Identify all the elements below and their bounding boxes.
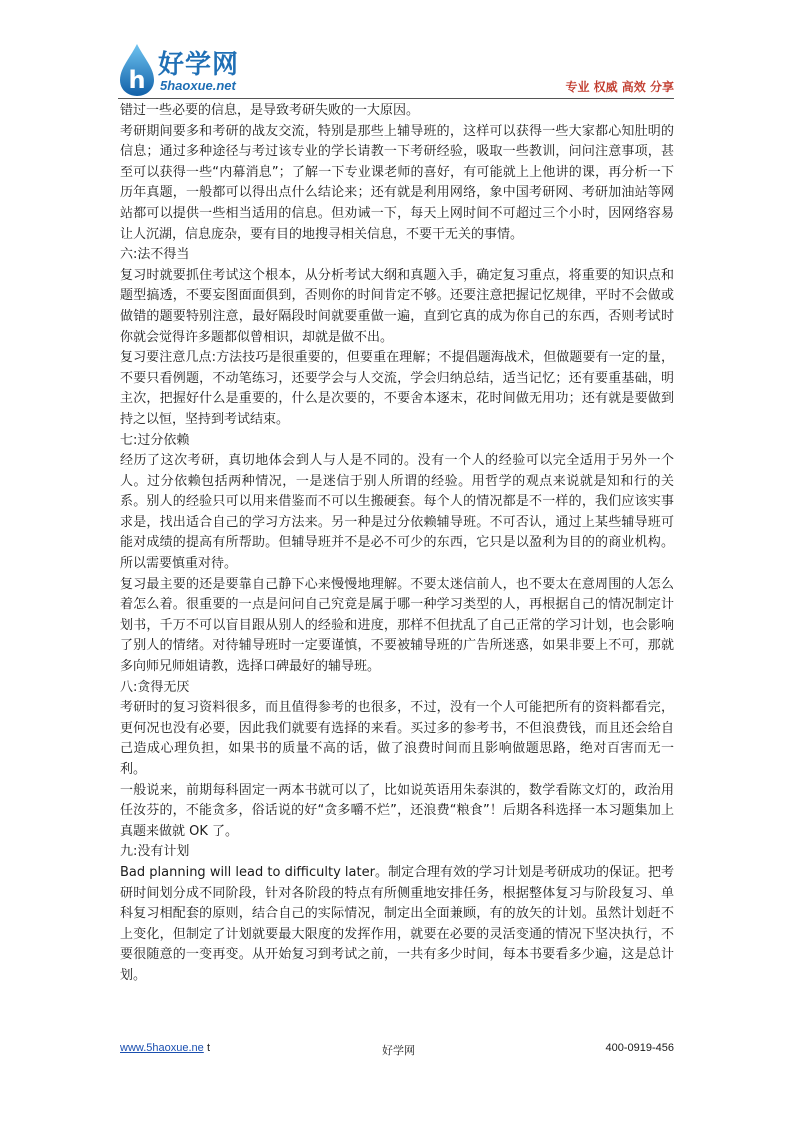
section-heading: 七:过分依赖 [120,432,190,448]
paragraph: 复习要注意几点:方法技巧是很重要的，但要重在理解；不提倡题海战术，但做题要有一定的量，不要只看例题，不动笔练习，还要学会与人交流，学会归纳总结，适当记忆；还有要重基础，明主次，把握好什么是重要的，什么是次要的，不要舍本逐末，花时间做无用功；还有就是要做到持之以恒，坚持到考试结束。 [120,350,674,427]
paragraph: Bad planning will lead to difficulty later。制定合理有效的学习计划是考研成功的保证。把考研时间划分成不同阶段，针对各阶段的特点有所侧重地安排任务，根据整体复习与阶段复习、单科复习相配套的原则，结合自己的实际情况，制定出全面兼顾，有的放矢的计划。虽然计划赶不上变化，但制定了计划就要最大限度的发挥作用，就要在必要的灵活变通的情况下坚决执行，不要很随意的一变再变。从开始复习到考试之前，一共有多少时间，每本书要看多少遍，这是总计划。 [120,864,674,983]
logo-subtitle: 5haoxue.net [160,78,236,93]
section-heading: 六:法不得当 [120,247,190,263]
paragraph: 复习时就要抓住考试这个根本，从分析考试大纲和真题入手，确定复习重点，将重要的知识点和题型搞透，不要妄图面面俱到，否则你的时间肯定不够。还要注意把握记忆规律，平时不会做或做错的题要特别注意，最好隔段时间就要重做一遍，直到它真的成为你自己的东西，否则考试时你就会觉得许多题都似曾相识，却就是做不出。 [120,267,674,345]
header-slogan: 专业 权威 高效 分享 [565,80,674,94]
document-body [120,101,674,987]
paragraph: 考研时的复习资料很多，而且值得参考的也很多，不过，没有一个人可能把所有的资料都看完，更何况也没有必要，因此我们就要有选择的来看。买过多的参考书，不但浪费钱，而且还会给自己造成心理负担，如果书的质量不高的话，做了浪费时间而且影响做题思路，绝对百害而无一利。 [120,700,674,777]
paragraph: 复习最主要的还是要靠自己静下心来慢慢地理解。不要太迷信前人，也不要太在意周围的人怎么着怎么着。很重要的一点是问问自己究竟是属于哪一种学习类型的人，再根据自己的情况制定计划书，千万不可以盲目跟从别人的经验和进度，那样不但扰乱了自己正常的学习计划，也会影响了别人的情绪。对待辅导班时一定要谨慎，不要被辅导班的广告所迷惑，如果非要上不可，那就多向师兄师姐请教，选择口碑最好的辅导班。 [120,576,674,675]
section-heading: 八:贪得无厌 [120,679,190,695]
paragraph: 错过一些必要的信息，是导致考研失败的一大原因。 [120,103,420,118]
svg-text:h: h [128,66,146,94]
footer-website-suffix: t [207,1042,211,1054]
footer-phone: 400-0919-456 [605,1042,674,1054]
footer-website-link[interactable]: www.5haoxue.ne [120,1042,204,1054]
logo-title: 好学网 [158,50,240,80]
water-drop-icon [118,42,156,98]
paragraph: 考研期间要多和考研的战友交流，特别是那些上辅导班的，这样可以获得一些大家都心知肚明的信息；通过多种途径与考过该专业的学长请教一下考研经验，吸取一些教训，问问注意事项，甚至可以获得一些“内幕消息”；了解一下专业课老师的喜好，有可能就上上他讲的课，再分析一下历年真题，一般都可以得出点什么结论来；还有就是利用网络，象中国考研网、考研加油站等网站都可以提供一些相当适用的信息。但劝诫一下，每天上网时间不可超过三个小时，因网络容易让人沉湖，信息庞杂，要有目的地搜寻相关信息，不要干无关的事情。 [120,123,674,242]
paragraph: 一般说来，前期每科固定一两本书就可以了，比如说英语用朱泰淇的，数学看陈文灯的，政治用任汝芬的，不能贪多，俗话说的好“贪多嚼不烂”，还浪费“粮食”！后期各科选择一本习题集加上真题来做就 OK 了。 [120,782,674,839]
page-header [0,0,794,100]
paragraph: 经历了这次考研，真切地体会到人与人是不同的。没有一个人的经验可以完全适用于另外一个人。过分依赖包括两种情况，一是迷信于别人所谓的经验。用哲学的观点来说就是知和行的关系。别人的经验只可以用来借鉴而不可以生搬硬套。每个人的情况都是不一样的，我们应该实事求是，找出适合自己的学习方法来。另一种是过分依赖辅导班。不可否认，通过上某些辅导班可能对成绩的提高有所帮助。但辅导班并不是必不可少的东西，它只是以盈利为目的的商业机构。所以需要慎重对待。 [120,453,674,572]
section-heading: 九:没有计划 [120,844,190,860]
page-footer [120,1042,674,1062]
logo[interactable] [118,40,303,102]
header-divider [118,98,674,99]
footer-site-name: 好学网 [382,1044,415,1057]
